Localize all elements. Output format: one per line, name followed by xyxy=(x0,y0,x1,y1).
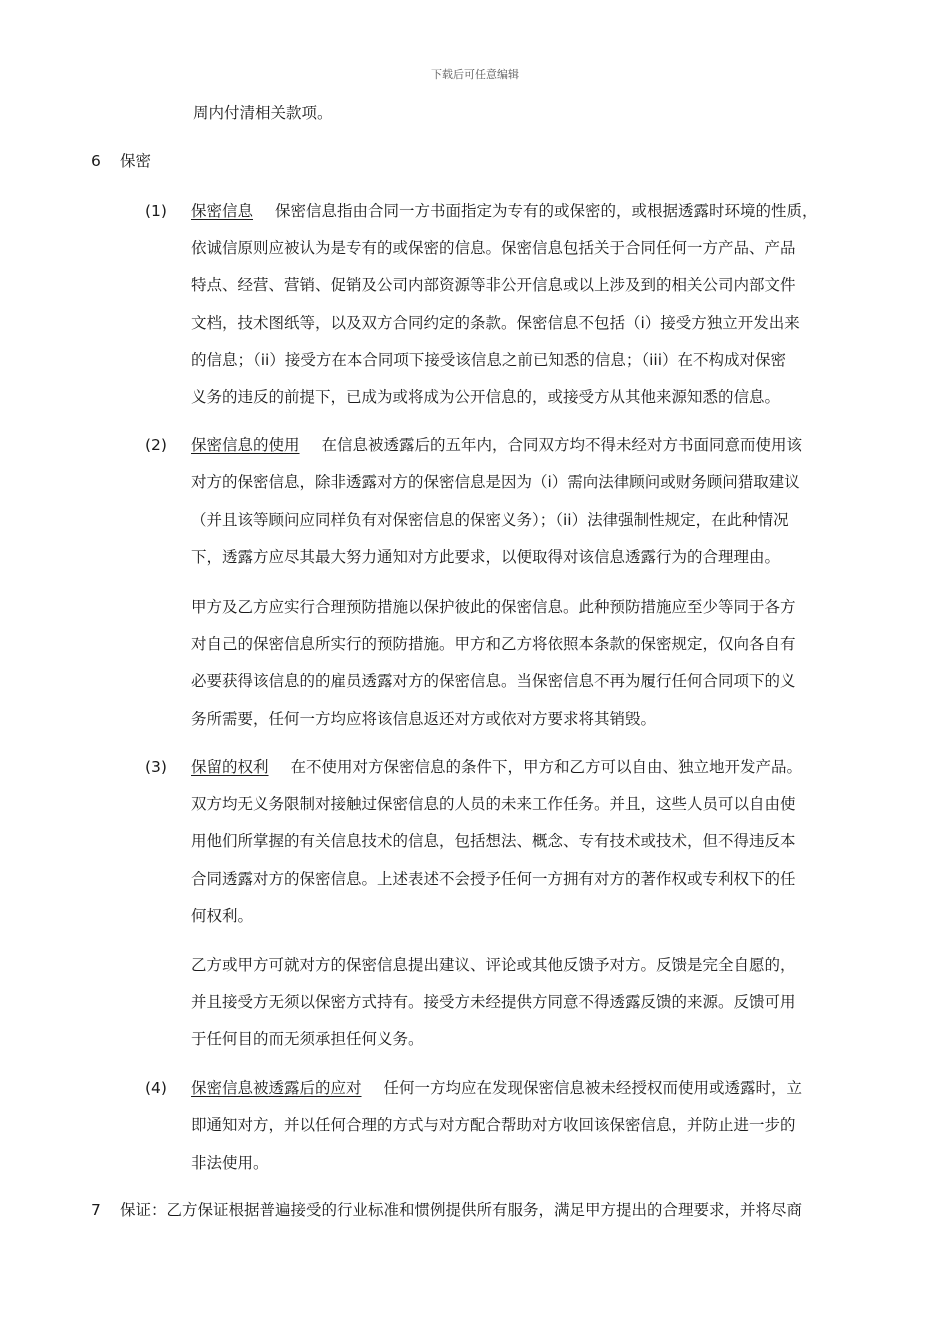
previous-paragraph-tail: 周内付清相关款项。 xyxy=(193,104,333,122)
item-line xyxy=(191,757,802,777)
item-line: 务所需要，任何一方均应将该信息返还对方或依对方要求将其销毁。 xyxy=(191,710,657,728)
item-line: 必要获得该信息的的雇员透露对方的保密信息。当保密信息不再为履行任何合同项下的义 xyxy=(191,672,796,690)
item-line: 并且接受方无须以保密方式持有。接受方未经提供方同意不得透露反馈的来源。反馈可用 xyxy=(191,993,796,1011)
item-text: 任何一方均应在发现保密信息被未经授权而使用或透露时，立 xyxy=(383,1079,803,1097)
item-line: 文档，技术图纸等，以及双方合同约定的条款。保密信息不包括（i）接受方独立开发出来 xyxy=(191,314,800,332)
item-text: 在信息被透露后的五年内，合同双方均不得未经对方书面同意而使用该 xyxy=(321,436,803,454)
item-line: 双方均无义务限制对接触过保密信息的人员的未来工作任务。并且，这些人员可以自由使 xyxy=(191,795,796,813)
item-line xyxy=(191,435,802,455)
section-number: 6 xyxy=(91,152,101,170)
item-title: 保密信息被透露后的应对 xyxy=(191,1079,362,1097)
item-line: 甲方及乙方应实行合理预防措施以保护彼此的保密信息。此种预防措施应至少等同于各方 xyxy=(191,598,796,616)
item-text: 保密信息指由合同一方书面指定为专有的或保密的，或根据透露时环境的性质， xyxy=(275,202,818,220)
item-line: 对方的保密信息，除非透露对方的保密信息是因为（i）需向法律顾问或财务顾问猎取建议 xyxy=(191,473,800,491)
section-title: 保密 xyxy=(120,152,152,170)
item-text: 在不使用对方保密信息的条件下，甲方和乙方可以自由、独立地开发产品。 xyxy=(290,758,803,776)
item-number: (4) xyxy=(145,1079,167,1097)
item-line: 依诚信原则应被认为是专有的或保密的信息。保密信息包括关于合同任何一方产品、产品 xyxy=(191,239,796,257)
item-line: 非法使用。 xyxy=(191,1154,269,1172)
page-header: 下载后可任意编辑 xyxy=(431,68,519,81)
item-line: 特点、经营、营销、促销及公司内部资源等非公开信息或以上涉及到的相关公司内部文件 xyxy=(191,276,796,294)
item-line: 义务的违反的前提下，已成为或将成为公开信息的，或接受方从其他来源知悉的信息。 xyxy=(191,388,781,406)
item-line xyxy=(191,1078,802,1098)
item-line: 下，透露方应尽其最大努力通知对方此要求，以便取得对该信息透露行为的合理理由。 xyxy=(191,548,781,566)
item-line: 乙方或甲方可就对方的保密信息提出建议、评论或其他反馈予对方。反馈是完全自愿的， xyxy=(191,956,796,974)
item-line: 的信息；（ii）接受方在本合同项下接受该信息之前已知悉的信息；（iii）在不构成对保密 xyxy=(191,351,787,369)
section-number: 7 xyxy=(91,1201,101,1219)
item-title: 保密信息 xyxy=(191,202,254,220)
item-line: （并且该等顾问应同样负有对保密信息的保密义务）；（ii）法律强制性规定，在此种情况 xyxy=(191,511,789,529)
item-number: (1) xyxy=(145,202,167,220)
item-title: 保留的权利 xyxy=(191,758,269,776)
item-line: 用他们所掌握的有关信息技术的信息，包括想法、概念、专有技术或技术，但不得违反本 xyxy=(191,832,796,850)
item-line: 于任何目的而无须承担任何义务。 xyxy=(191,1030,424,1048)
item-line: 何权利。 xyxy=(191,907,254,925)
item-line: 对自己的保密信息所实行的预防措施。甲方和乙方将依照本条款的保密规定，仅向各自有 xyxy=(191,635,796,653)
item-number: (3) xyxy=(145,758,167,776)
item-line: 合同透露对方的保密信息。上述表述不会授予任何一方拥有对方的著作权或专利权下的任 xyxy=(191,870,796,888)
item-line: 即通知对方，并以任何合理的方式与对方配合帮助对方收回该保密信息，并防止进一步的 xyxy=(191,1116,796,1134)
item-title: 保密信息的使用 xyxy=(191,436,300,454)
section-text: 保证：乙方保证根据普遍接受的行业标准和惯例提供所有服务，满足甲方提出的合理要求，并将尽商 xyxy=(120,1201,803,1219)
item-line xyxy=(191,201,818,221)
item-number: (2) xyxy=(145,436,167,454)
